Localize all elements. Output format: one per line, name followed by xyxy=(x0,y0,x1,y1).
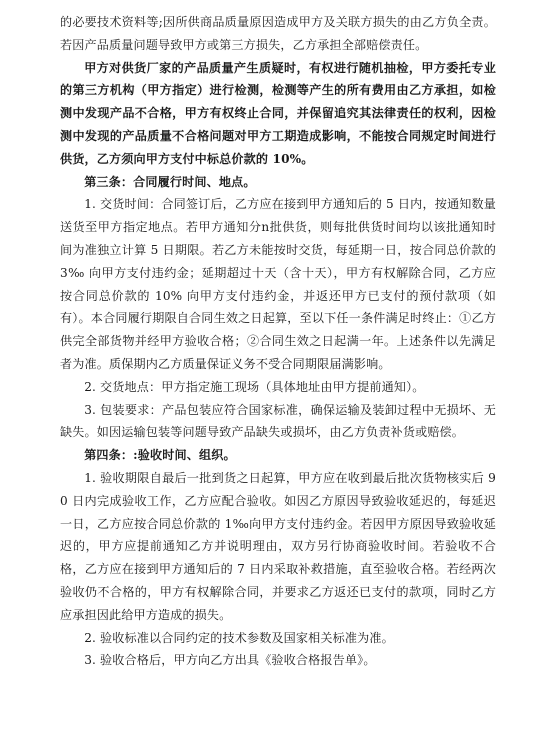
article-3-item-2: 2. 交货地点：甲方指定施工现场（具体地址由甲方提前通知）。 xyxy=(84,379,425,394)
article-4-item-2: 2. 验收标准以合同约定的技术参数及国家相关标准为准。 xyxy=(84,630,394,645)
article-4-heading: 第四条：:验收时间、组织。 xyxy=(84,448,236,463)
paragraph-quality-inspection: 甲方对供货厂家的产品质量产生质疑时，有权进行随机抽检，甲方委托专业的第三方机构（甲方指定）进行检测，检测等产生的所有费用由乙方承担，如检测中发现产品不合格，甲方有权终止合同，并保留追究其法律责任的权利，因检测中发现的产品质量不合格问题对甲方工期造成影响，不能按合同规定时间进行供货，乙方须向甲方支付中标总价款的 10%。 xyxy=(60,60,496,166)
article-3-item-3: 3. 包装要求：产品包装应符合国家标准，确保运输及装卸过程中无损坏、无缺失。如因运输包装等问题导致产品缺失或损坏，由乙方负责补货或赔偿。 xyxy=(60,402,496,440)
article-3-heading: 第三条：合同履行时间、地点。 xyxy=(84,174,256,189)
article-3-item-1: 1. 交货时间：合同签订后，乙方应在接到甲方通知后的 5 日内，按通知数量送货至甲方指定地点。若甲方通知分n批供货，则每批供货时间均以该批通知时间为准独立计算 5 日期限。若乙方未能按时交货，每延期一日，按合同总价款的 3‰ 向甲方支付违约金；延期超过十天（含十天），甲方有权解除合同，乙方应按合同总价款的 10% 向甲方支付违约金，并返还甲方已支付的预付款项（如有）。本合同履行期限自合同生效之日起算，至以下任一条件满足时终止：①乙方供完全部货物并经甲方验收合格；②合同生效之日起满一年。上述条件以先满足者为准。质保期内乙方质量保证义务不受合同期限届满影响。 xyxy=(60,197,496,371)
article-4-item-3: 3. 验收合格后，甲方向乙方出具《验收合格报告单》。 xyxy=(84,653,376,668)
paragraph-quality-liability: 的必要技术资料等;因所供商品质量原因造成甲方及关联方损失的由乙方负全责。若因产品质量问题导致甲方或第三方损失，乙方承担全部赔偿责任。 xyxy=(60,15,496,52)
article-4-item-1: 1. 验收期限自最后一批到货之日起算，甲方应在收到最后批次货物核实后 90 日内完成验收工作，乙方应配合验收。如因乙方原因导致验收延迟的，每延迟一日，乙方应按合同总价款的 1‰向甲方支付违约金。若因甲方原因导致验收延迟的，甲方应提前通知乙方并说明理由，双方另行协商验收时间。若验收不合格，乙方应在接到甲方通知后的 7 日内采取补救措施，直至验收合格。若经两次验收仍不合格的，甲方有权解除合同，并要求乙方返还已支付的款项，同时乙方应承担因此给甲方造成的损失。 xyxy=(60,470,496,622)
